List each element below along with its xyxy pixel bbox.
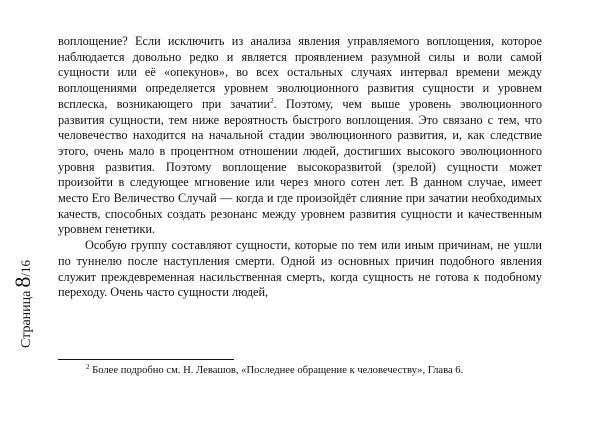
body-text <box>58 34 542 301</box>
footnote-text: Более подробно см. Н. Левашов, «Последнее обращение к человечеству», Глава 6. <box>89 365 464 376</box>
footnote-divider <box>58 359 234 360</box>
page-current-number: 8 <box>10 276 35 288</box>
page-total: /16 <box>18 260 33 277</box>
paragraph-1-end: . Поэтому, чем выше уровень эволюционного развития сущности, тем ниже вероятность быстрого воплощения. Это связано с тем, что человечество находится на начальной стадии эволюционного развития, и, как следствие этого, очень мало в процентном отношении людей, достигших высокого эволюционного уровня развития. Поэтому воплощение высокоразвитой (зрелой) сущности может произойти в следующее мгновение или через много сотен лет. В данном случае, имеет место Его Величество Случай — когда и где произойдёт слияние при зачатии необходимых качеств, способных создать резонанс между уровнем развития сущности и качественным уровнем генетики. <box>58 96 542 237</box>
page-counter <box>12 260 34 348</box>
paragraph-1-start: воплощение? Если исключить из анализа явления управляемого воплощения, которое наблюдается довольно редко и является проявлением разумной силы и воли самой сущности или её «опекунов», во всех остальных случаях интервал времени между воплощениями определяется уровнем эволюционного развития сущности и уровнем всплеска, возникающего при зачатии <box>58 34 542 111</box>
page-label: Страница <box>19 290 34 348</box>
paragraph-2: Особую группу составляют сущности, которые по тем или иным причинам, не ушли по туннелю после наступления смерти. Одной из основных причин подобного явления служит преждевременная насильственная смерть, когда сущность не готова к подобному переходу. Очень часто сущности людей, <box>58 238 542 300</box>
footnote-marker: 2 <box>86 363 90 371</box>
footnote-reference: 2 <box>270 96 274 105</box>
paragraph-1 <box>58 34 542 238</box>
footnote <box>86 364 463 377</box>
